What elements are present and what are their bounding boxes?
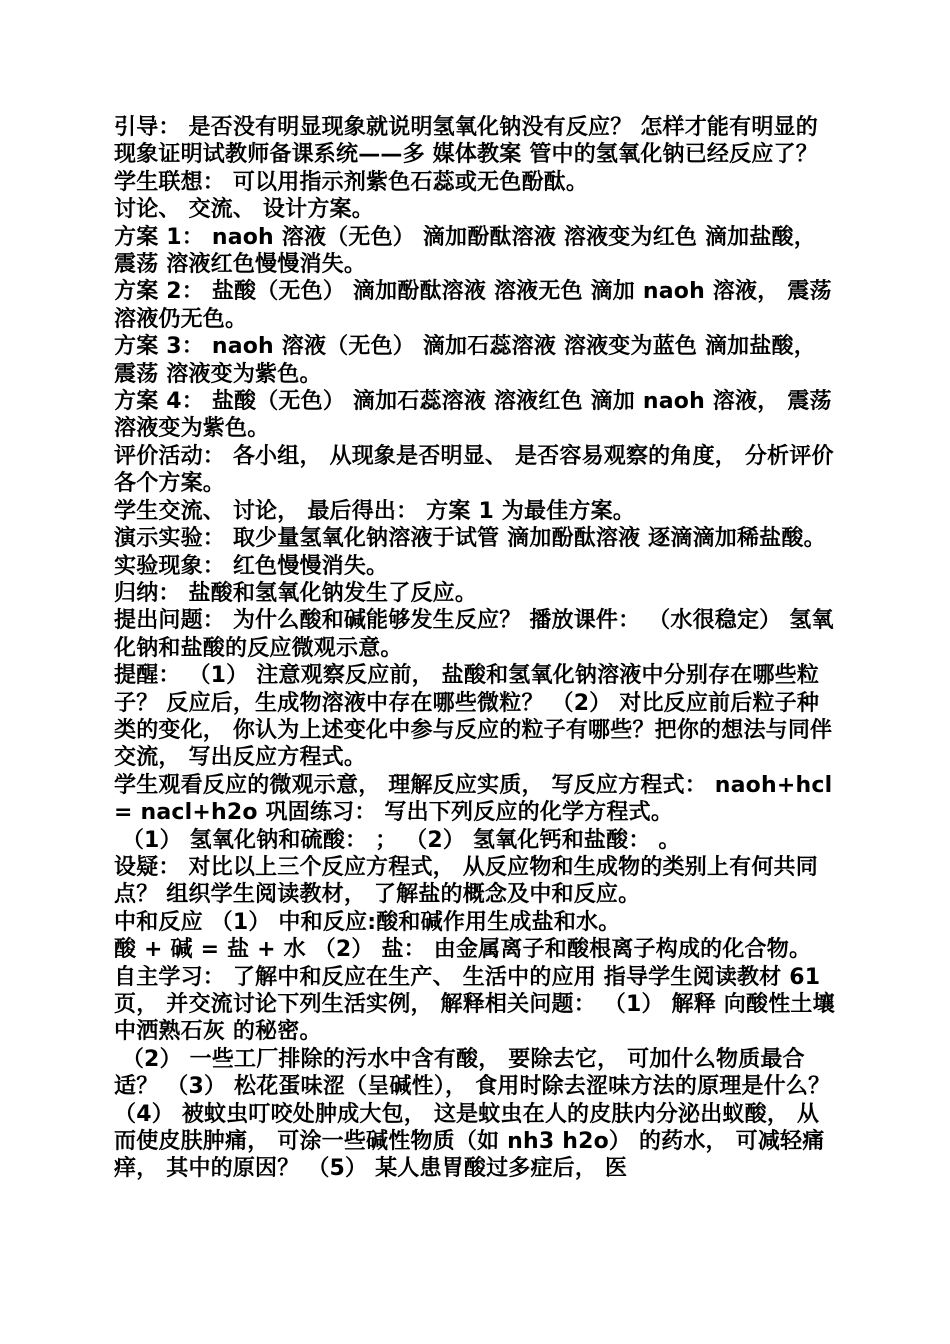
paragraph-summary: 归纳： 盐酸和氢氧化钠发生了反应。: [114, 580, 478, 606]
paragraph-plan-2: 方案 2： 盐酸（无色） 滴加酚酞溶液 溶液无色 滴加 naoh 溶液， 震荡 溶液仍无色。: [114, 279, 840, 332]
paragraph-life-examples: （2） 一些工厂排除的污水中含有酸， 要除去它， 可加什么物质最合适？ （3） 松花蛋味涩（呈碱性）， 食用时除去涩味方法的原理是什么？ （4） 被蚊虫叮咬处肿成大包， 这是蚊虫在人的皮肤内分泌出蚁酸， 从而使皮肤肿痛， 可涂一些碱性物质（如 nh3 h2o） 的药水， 可减轻痛痒， 其中的原因？ （5） 某人患胃酸过多症后， 医: [114, 1046, 839, 1182]
paragraph-conclusion: 学生交流、 讨论， 最后得出： 方案 1 为最佳方案。: [114, 498, 636, 524]
paragraph-plan-1: 方案 1： naoh 溶液（无色） 滴加酚酞溶液 溶液变为红色 滴加盐酸， 震荡 溶液红色慢慢消失。: [114, 224, 824, 278]
document-body: [114, 114, 838, 1183]
paragraph-plan-4: 方案 4： 盐酸（无色） 滴加石蕊溶液 溶液红色 滴加 naoh 溶液， 震荡 溶液变为紫色。: [114, 389, 840, 442]
paragraph-plan-3: 方案 3： naoh 溶液（无色） 滴加石蕊溶液 溶液变为蓝色 滴加盐酸， 震荡 溶液变为紫色。: [114, 334, 824, 387]
paragraph-guide: 引导： 是否没有明显现象就说明氢氧化钠没有反应？ 怎样才能有明显的现象证明试教师备课系统——多 媒体教案 管中的氢氧化钠已经反应了？ 学生联想： 可以用指示剂紫色石蕊或无色酚酞。: [114, 115, 826, 195]
paragraph-reminder: 提醒： （1） 注意观察反应前， 盐酸和氢氧化钠溶液中分别存在哪些粒子？ 反应后，生成物溶液中存在哪些微粒？ （2） 对比反应前后粒子种类的变化， 你认为上述变化中参与反应的粒子有哪些？把你的想法与同伴交流， 写出反应方程式。: [114, 663, 833, 771]
paragraph-equation: 学生观看反应的微观示意， 理解反应实质， 写反应方程式： naoh+hcl= nacl+h2o 巩固练习： 写出下列反应的化学方程式。: [114, 772, 833, 826]
paragraph-phenomenon: 实验现象： 红色慢慢消失。: [114, 553, 389, 579]
paragraph-inquiry: 设疑： 对比以上三个反应方程式， 从反应物和生成物的类别上有何共同点？ 组织学生阅读教材， 了解盐的概念及中和反应。: [114, 854, 818, 908]
paragraph-exercise: （1） 氢氧化钠和硫酸： ； （2） 氢氧化钙和盐酸： 。: [114, 827, 681, 853]
paragraph-discussion: 讨论、 交流、 设计方案。: [114, 197, 374, 223]
paragraph-neutralization: 中和反应 （1） 中和反应:酸和碱作用生成盐和水。: [114, 909, 621, 935]
paragraph-question: 提出问题： 为什么酸和碱能够发生反应？ 播放课件： （水很稳定） 氢氧化钠和盐酸的反应微观示意。: [114, 608, 834, 661]
paragraph-demo-experiment: 演示实验： 取少量氢氧化钠溶液于试管 滴加酚酞溶液 逐滴滴加稀盐酸。: [114, 526, 826, 552]
paragraph-evaluation: 评价活动： 各小组， 从现象是否明显、 是否容易观察的角度， 分析评价各个方案。: [114, 443, 834, 497]
paragraph-salt-definition: 酸 + 碱 = 盐 + 水 （2） 盐： 由金属离子和酸根离子构成的化合物。: [114, 937, 812, 963]
paragraph-self-study: 自主学习： 了解中和反应在生产、 生活中的应用 指导学生阅读教材 61 页， 并交流讨论下列生活实例， 解释相关问题： （1） 解释 向酸性土壤中洒熟石灰 的秘密。: [114, 964, 835, 1045]
